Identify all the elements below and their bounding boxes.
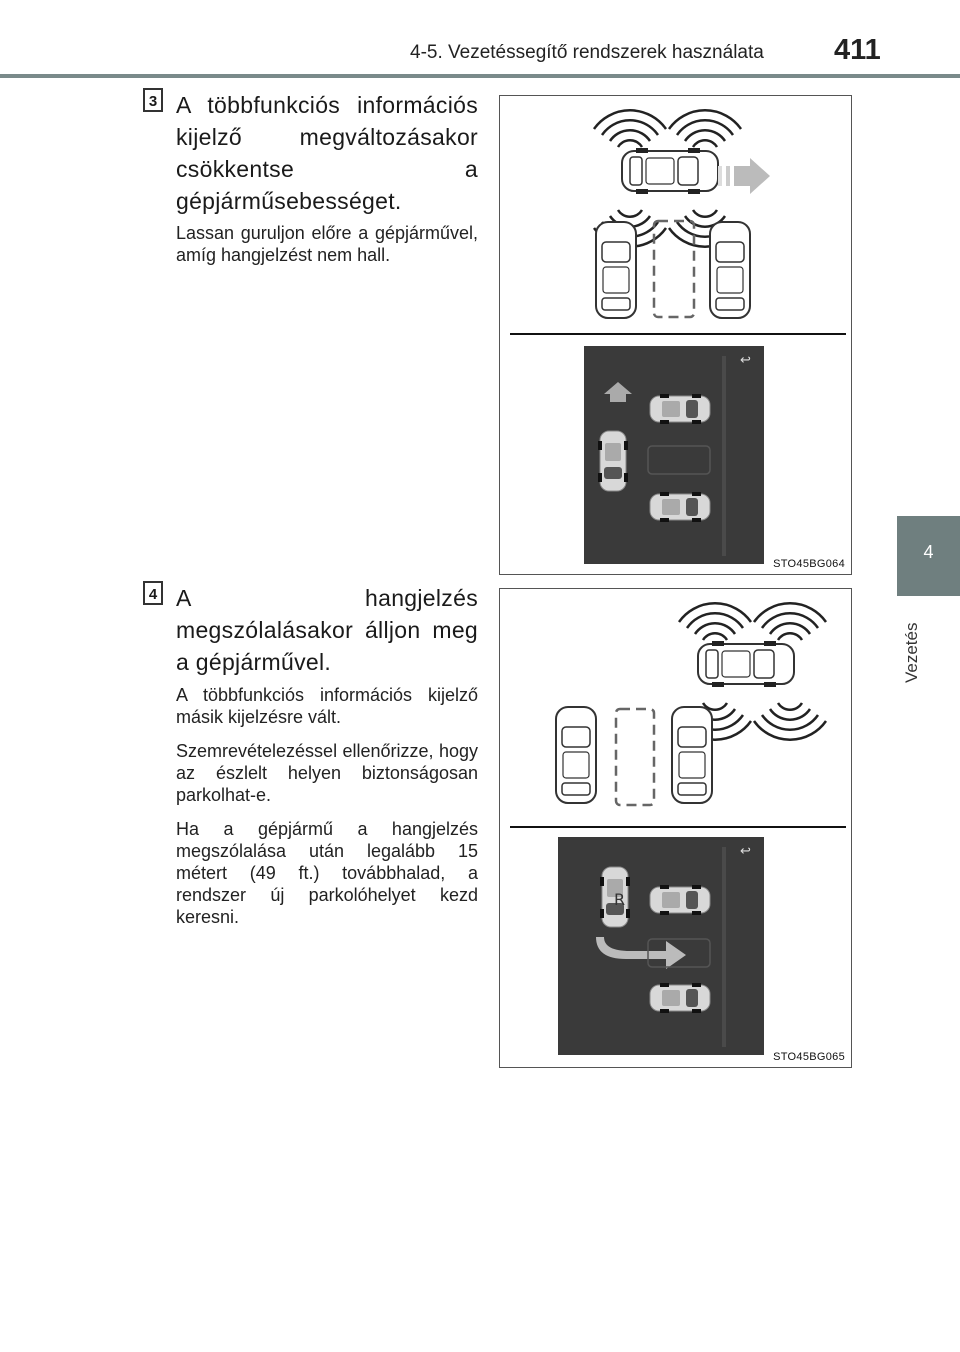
figure-step-3 [499,95,852,575]
figure-code-064: STO45BG064 [773,558,845,570]
figure-step-4 [499,588,852,1068]
step-number-3: 3 [143,88,163,112]
back-icon: ↩ [740,353,751,368]
step-4-paragraph-1: A többfunkciós információs kijelző másik kijelzésre vált. [176,685,478,727]
step-4-paragraph-2: Szemrevételezéssel ellenőrizze, hogy az észlelt helyen biztonságosan parkolhat-e. [176,741,478,805]
step-number-4: 4 [143,581,163,605]
figure-code-065: STO45BG065 [773,1051,845,1063]
parking-stop-illustration [500,589,851,1067]
gear-r-indicator: R [614,890,626,909]
page-number: 411 [834,34,881,66]
header-title: 4-5. Vezetéssegítő rendszerek használata [410,42,764,63]
step-4-paragraph-3: Ha a gépjármű a hangjelzés megszólalása után legalább 15 métert (49 ft.) továbbhalad, a rendszer új parkolóhelyet kezd keresni. [176,819,478,927]
step-4-heading: A hangjelzés megszólalásakor álljon meg a gépjárművel. [176,585,478,675]
header-rule [0,74,960,78]
step-3-heading: A többfunkciós információs kijelző megváltozásakor csökkentse a gépjárműsebességet. [176,92,478,214]
chapter-tab: 4 [897,516,960,596]
step-3-paragraph: Lassan guruljon előre a gépjárművel, amíg hangjelzést nem hall. [176,223,478,265]
back-icon-2: ↩ [740,844,751,859]
chapter-label: Vezetés [902,622,921,684]
parking-diagram-illustration [500,96,851,574]
